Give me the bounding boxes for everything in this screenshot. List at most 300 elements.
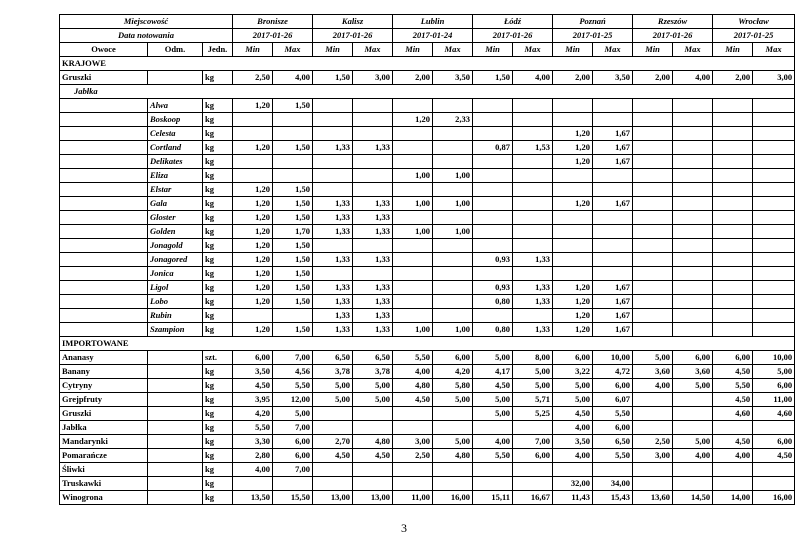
max-price: 3,78 bbox=[353, 365, 393, 379]
min-price bbox=[393, 421, 433, 435]
market-name: Rzeszów bbox=[633, 15, 713, 29]
min-price bbox=[313, 421, 353, 435]
col-header-odm: Odm. bbox=[148, 43, 203, 57]
min-price: 1,20 bbox=[553, 197, 593, 211]
col-header-min: Min bbox=[473, 43, 513, 57]
min-price bbox=[553, 169, 593, 183]
min-price bbox=[713, 309, 753, 323]
max-price: 3,00 bbox=[753, 71, 795, 85]
min-price: 3,30 bbox=[233, 435, 273, 449]
max-price bbox=[753, 211, 795, 225]
table-row bbox=[60, 407, 795, 421]
table-row bbox=[60, 323, 795, 337]
max-price: 6,00 bbox=[673, 351, 713, 365]
max-price bbox=[673, 127, 713, 141]
max-price bbox=[433, 421, 473, 435]
max-price bbox=[593, 99, 633, 113]
max-price bbox=[433, 141, 473, 155]
max-price bbox=[513, 113, 553, 127]
min-price: 5,00 bbox=[473, 393, 513, 407]
max-price: 5,25 bbox=[513, 407, 553, 421]
min-price: 4,00 bbox=[553, 449, 593, 463]
market-date: 2017-01-26 bbox=[633, 29, 713, 43]
max-price bbox=[753, 155, 795, 169]
max-price: 5,71 bbox=[513, 393, 553, 407]
max-price: 4,80 bbox=[433, 449, 473, 463]
max-price bbox=[353, 99, 393, 113]
unit: kg bbox=[203, 435, 233, 449]
table-row bbox=[60, 113, 795, 127]
min-price bbox=[233, 169, 273, 183]
max-price: 5,50 bbox=[593, 407, 633, 421]
max-price bbox=[513, 99, 553, 113]
market-date: 2017-01-25 bbox=[553, 29, 633, 43]
min-price: 3,50 bbox=[233, 365, 273, 379]
variety-name: Delikates bbox=[148, 155, 203, 169]
max-price bbox=[513, 267, 553, 281]
max-price: 10,00 bbox=[593, 351, 633, 365]
min-price bbox=[713, 323, 753, 337]
max-price: 11,00 bbox=[753, 393, 795, 407]
product-name bbox=[60, 127, 148, 141]
max-price bbox=[673, 463, 713, 477]
table-row bbox=[60, 281, 795, 295]
unit: kg bbox=[203, 183, 233, 197]
min-price: 1,20 bbox=[553, 141, 593, 155]
min-price bbox=[393, 477, 433, 491]
min-price bbox=[713, 99, 753, 113]
product-name: Ananasy bbox=[60, 351, 148, 365]
max-price: 5,00 bbox=[433, 393, 473, 407]
min-price bbox=[393, 309, 433, 323]
min-price: 4,50 bbox=[393, 393, 433, 407]
max-price bbox=[513, 211, 553, 225]
max-price bbox=[673, 281, 713, 295]
min-price: 1,33 bbox=[313, 211, 353, 225]
variety-name bbox=[148, 449, 203, 463]
max-price bbox=[673, 197, 713, 211]
max-price: 3,00 bbox=[353, 71, 393, 85]
product-name: Cytryny bbox=[60, 379, 148, 393]
table-row bbox=[60, 211, 795, 225]
min-price bbox=[393, 141, 433, 155]
max-price: 4,60 bbox=[753, 407, 795, 421]
col-header-min: Min bbox=[713, 43, 753, 57]
min-price: 1,00 bbox=[393, 197, 433, 211]
variety-name: Cortland bbox=[148, 141, 203, 155]
max-price: 6,50 bbox=[353, 351, 393, 365]
product-name: Śliwki bbox=[60, 463, 148, 477]
table-row bbox=[60, 449, 795, 463]
max-price: 5,00 bbox=[273, 407, 313, 421]
col-header-min: Min bbox=[233, 43, 273, 57]
max-price: 1,33 bbox=[353, 281, 393, 295]
max-price: 1,50 bbox=[273, 267, 313, 281]
market-name: Bronisze bbox=[233, 15, 313, 29]
min-price bbox=[393, 155, 433, 169]
min-price bbox=[393, 253, 433, 267]
min-price: 3,22 bbox=[553, 365, 593, 379]
max-price bbox=[673, 99, 713, 113]
max-price bbox=[673, 323, 713, 337]
max-price: 1,50 bbox=[273, 323, 313, 337]
product-name bbox=[60, 211, 148, 225]
product-name bbox=[60, 309, 148, 323]
unit: kg bbox=[203, 407, 233, 421]
table-row bbox=[60, 491, 795, 505]
max-price: 4,56 bbox=[273, 365, 313, 379]
table-row bbox=[60, 393, 795, 407]
max-price bbox=[353, 127, 393, 141]
max-price bbox=[673, 295, 713, 309]
unit: kg bbox=[203, 477, 233, 491]
min-price: 5,50 bbox=[713, 379, 753, 393]
min-price: 4,60 bbox=[713, 407, 753, 421]
max-price: 6,00 bbox=[593, 379, 633, 393]
min-price bbox=[393, 183, 433, 197]
min-price bbox=[473, 309, 513, 323]
min-price: 5,50 bbox=[233, 421, 273, 435]
max-price bbox=[513, 155, 553, 169]
min-price bbox=[233, 477, 273, 491]
min-price bbox=[393, 239, 433, 253]
max-price: 1,33 bbox=[513, 253, 553, 267]
product-name bbox=[60, 99, 148, 113]
date-label: Data notowania bbox=[60, 29, 233, 43]
product-name bbox=[60, 155, 148, 169]
min-price: 1,00 bbox=[393, 225, 433, 239]
table-body bbox=[60, 15, 795, 505]
min-price: 0,87 bbox=[473, 141, 513, 155]
variety-name: Alwa bbox=[148, 99, 203, 113]
min-price: 1,20 bbox=[233, 295, 273, 309]
max-price bbox=[353, 407, 393, 421]
max-price bbox=[753, 463, 795, 477]
min-price: 5,50 bbox=[473, 449, 513, 463]
col-header-min: Min bbox=[393, 43, 433, 57]
table-row bbox=[60, 225, 795, 239]
min-price bbox=[473, 463, 513, 477]
col-header-max: Max bbox=[513, 43, 553, 57]
max-price bbox=[753, 295, 795, 309]
max-price bbox=[353, 267, 393, 281]
max-price bbox=[353, 421, 393, 435]
variety-name bbox=[148, 463, 203, 477]
col-header-max: Max bbox=[753, 43, 795, 57]
min-price bbox=[233, 127, 273, 141]
unit: kg bbox=[203, 323, 233, 337]
max-price: 5,00 bbox=[513, 365, 553, 379]
max-price bbox=[273, 477, 313, 491]
unit: szt. bbox=[203, 351, 233, 365]
min-price: 5,00 bbox=[473, 351, 513, 365]
subcategory-label: Jabłka bbox=[60, 85, 795, 99]
min-price: 1,33 bbox=[313, 253, 353, 267]
max-price: 1,67 bbox=[593, 281, 633, 295]
max-price: 1,70 bbox=[273, 225, 313, 239]
max-price bbox=[513, 183, 553, 197]
min-price bbox=[393, 99, 433, 113]
min-price: 4,50 bbox=[713, 365, 753, 379]
max-price: 5,00 bbox=[353, 393, 393, 407]
min-price: 6,50 bbox=[313, 351, 353, 365]
min-price bbox=[313, 239, 353, 253]
unit: kg bbox=[203, 155, 233, 169]
col-header-jedn: Jedn. bbox=[203, 43, 233, 57]
max-price: 5,80 bbox=[433, 379, 473, 393]
variety-name: Eliza bbox=[148, 169, 203, 183]
min-price: 4,50 bbox=[313, 449, 353, 463]
min-price bbox=[233, 309, 273, 323]
min-price bbox=[473, 183, 513, 197]
max-price: 3,60 bbox=[673, 365, 713, 379]
min-price bbox=[633, 211, 673, 225]
min-price: 2,00 bbox=[633, 71, 673, 85]
max-price: 1,50 bbox=[273, 211, 313, 225]
max-price bbox=[353, 239, 393, 253]
min-price: 1,20 bbox=[233, 225, 273, 239]
max-price: 1,53 bbox=[513, 141, 553, 155]
max-price: 1,00 bbox=[433, 323, 473, 337]
min-price: 1,20 bbox=[553, 127, 593, 141]
min-price: 1,20 bbox=[233, 211, 273, 225]
unit: kg bbox=[203, 309, 233, 323]
min-price bbox=[473, 99, 513, 113]
max-price bbox=[353, 113, 393, 127]
min-price bbox=[393, 267, 433, 281]
max-price bbox=[433, 155, 473, 169]
col-header-min: Min bbox=[313, 43, 353, 57]
max-price bbox=[513, 421, 553, 435]
min-price: 1,20 bbox=[553, 295, 593, 309]
max-price bbox=[513, 463, 553, 477]
max-price bbox=[593, 183, 633, 197]
table-row bbox=[60, 379, 795, 393]
max-price: 1,33 bbox=[353, 141, 393, 155]
min-price bbox=[313, 99, 353, 113]
max-price bbox=[433, 267, 473, 281]
variety-name bbox=[148, 407, 203, 421]
page-number: 3 bbox=[401, 521, 407, 535]
max-price: 1,33 bbox=[513, 295, 553, 309]
min-price bbox=[713, 421, 753, 435]
max-price: 13,00 bbox=[353, 491, 393, 505]
max-price bbox=[753, 281, 795, 295]
header-row-columns bbox=[60, 43, 795, 57]
min-price bbox=[313, 113, 353, 127]
max-price: 1,67 bbox=[593, 141, 633, 155]
min-price bbox=[553, 267, 593, 281]
max-price bbox=[753, 225, 795, 239]
product-name bbox=[60, 267, 148, 281]
market-date: 2017-01-25 bbox=[713, 29, 795, 43]
max-price: 1,67 bbox=[593, 197, 633, 211]
max-price: 1,33 bbox=[353, 295, 393, 309]
max-price: 6,00 bbox=[433, 351, 473, 365]
max-price bbox=[753, 323, 795, 337]
max-price bbox=[673, 169, 713, 183]
min-price bbox=[713, 477, 753, 491]
category-row bbox=[60, 57, 795, 71]
min-price: 2,70 bbox=[313, 435, 353, 449]
max-price: 1,50 bbox=[273, 141, 313, 155]
min-price bbox=[473, 211, 513, 225]
max-price: 5,00 bbox=[673, 435, 713, 449]
unit: kg bbox=[203, 71, 233, 85]
min-price bbox=[633, 323, 673, 337]
market-name: Poznań bbox=[553, 15, 633, 29]
product-name bbox=[60, 253, 148, 267]
market-name: Kalisz bbox=[313, 15, 393, 29]
max-price: 2,33 bbox=[433, 113, 473, 127]
min-price: 1,20 bbox=[233, 239, 273, 253]
max-price: 1,33 bbox=[513, 323, 553, 337]
max-price bbox=[273, 309, 313, 323]
table-row bbox=[60, 155, 795, 169]
unit: kg bbox=[203, 169, 233, 183]
table-row bbox=[60, 183, 795, 197]
max-price: 5,00 bbox=[353, 379, 393, 393]
max-price bbox=[753, 239, 795, 253]
unit: kg bbox=[203, 141, 233, 155]
variety-name: Boskoop bbox=[148, 113, 203, 127]
min-price bbox=[713, 267, 753, 281]
max-price: 1,33 bbox=[353, 197, 393, 211]
min-price: 1,00 bbox=[393, 323, 433, 337]
min-price bbox=[633, 281, 673, 295]
min-price bbox=[633, 225, 673, 239]
min-price bbox=[393, 463, 433, 477]
max-price: 1,50 bbox=[273, 281, 313, 295]
table-row bbox=[60, 365, 795, 379]
variety-name: Celesta bbox=[148, 127, 203, 141]
min-price: 1,20 bbox=[553, 155, 593, 169]
product-name bbox=[60, 281, 148, 295]
header-row-date bbox=[60, 29, 795, 43]
variety-name: Golden bbox=[148, 225, 203, 239]
max-price bbox=[753, 183, 795, 197]
max-price: 16,67 bbox=[513, 491, 553, 505]
max-price bbox=[673, 225, 713, 239]
min-price: 4,17 bbox=[473, 365, 513, 379]
min-price: 1,20 bbox=[233, 281, 273, 295]
min-price: 32,00 bbox=[553, 477, 593, 491]
min-price bbox=[473, 225, 513, 239]
max-price: 4,50 bbox=[353, 449, 393, 463]
unit: kg bbox=[203, 267, 233, 281]
max-price bbox=[433, 253, 473, 267]
min-price bbox=[553, 99, 593, 113]
variety-name: Gala bbox=[148, 197, 203, 211]
product-name bbox=[60, 197, 148, 211]
min-price bbox=[713, 225, 753, 239]
market-date: 2017-01-24 bbox=[393, 29, 473, 43]
table-row bbox=[60, 351, 795, 365]
product-name: Grejpfruty bbox=[60, 393, 148, 407]
max-price bbox=[673, 407, 713, 421]
min-price: 1,33 bbox=[313, 323, 353, 337]
max-price: 7,00 bbox=[513, 435, 553, 449]
variety-name: Rubin bbox=[148, 309, 203, 323]
min-price: 3,00 bbox=[633, 449, 673, 463]
max-price: 14,50 bbox=[673, 491, 713, 505]
max-price bbox=[273, 113, 313, 127]
unit: kg bbox=[203, 127, 233, 141]
max-price: 34,00 bbox=[593, 477, 633, 491]
max-price: 1,00 bbox=[433, 197, 473, 211]
product-name: Gruszki bbox=[60, 71, 148, 85]
max-price: 6,00 bbox=[273, 449, 313, 463]
max-price: 3,50 bbox=[433, 71, 473, 85]
min-price bbox=[633, 169, 673, 183]
max-price: 3,50 bbox=[593, 71, 633, 85]
variety-name bbox=[148, 71, 203, 85]
product-name bbox=[60, 169, 148, 183]
min-price: 4,50 bbox=[713, 435, 753, 449]
min-price: 15,11 bbox=[473, 491, 513, 505]
max-price bbox=[593, 169, 633, 183]
min-price: 1,20 bbox=[393, 113, 433, 127]
table-row bbox=[60, 141, 795, 155]
min-price bbox=[553, 463, 593, 477]
min-price bbox=[553, 239, 593, 253]
min-price: 1,50 bbox=[473, 71, 513, 85]
max-price bbox=[353, 155, 393, 169]
max-price: 1,33 bbox=[353, 211, 393, 225]
min-price: 4,00 bbox=[393, 365, 433, 379]
col-header-min: Min bbox=[553, 43, 593, 57]
max-price bbox=[353, 169, 393, 183]
unit: kg bbox=[203, 113, 233, 127]
max-price: 1,67 bbox=[593, 155, 633, 169]
market-date: 2017-01-26 bbox=[233, 29, 313, 43]
min-price: 4,50 bbox=[713, 393, 753, 407]
max-price bbox=[433, 463, 473, 477]
max-price bbox=[753, 99, 795, 113]
min-price: 0,80 bbox=[473, 295, 513, 309]
min-price: 4,00 bbox=[473, 435, 513, 449]
max-price: 7,00 bbox=[273, 463, 313, 477]
max-price bbox=[593, 225, 633, 239]
product-name bbox=[60, 295, 148, 309]
table-row bbox=[60, 435, 795, 449]
min-price bbox=[633, 141, 673, 155]
max-price: 16,00 bbox=[433, 491, 473, 505]
max-price: 6,50 bbox=[593, 435, 633, 449]
variety-name: Jonagored bbox=[148, 253, 203, 267]
min-price bbox=[473, 477, 513, 491]
variety-name: Gloster bbox=[148, 211, 203, 225]
min-price bbox=[313, 267, 353, 281]
max-price bbox=[273, 155, 313, 169]
min-price bbox=[633, 253, 673, 267]
min-price: 5,00 bbox=[473, 407, 513, 421]
unit: kg bbox=[203, 393, 233, 407]
min-price: 1,33 bbox=[313, 281, 353, 295]
min-price: 6,00 bbox=[713, 351, 753, 365]
min-price bbox=[713, 281, 753, 295]
min-price: 3,78 bbox=[313, 365, 353, 379]
max-price: 1,67 bbox=[593, 323, 633, 337]
min-price bbox=[633, 99, 673, 113]
max-price: 5,00 bbox=[753, 365, 795, 379]
max-price: 5,00 bbox=[673, 379, 713, 393]
min-price bbox=[633, 127, 673, 141]
col-header-owoce: Owoce bbox=[60, 43, 148, 57]
min-price bbox=[473, 239, 513, 253]
product-name: Truskawki bbox=[60, 477, 148, 491]
max-price bbox=[753, 253, 795, 267]
